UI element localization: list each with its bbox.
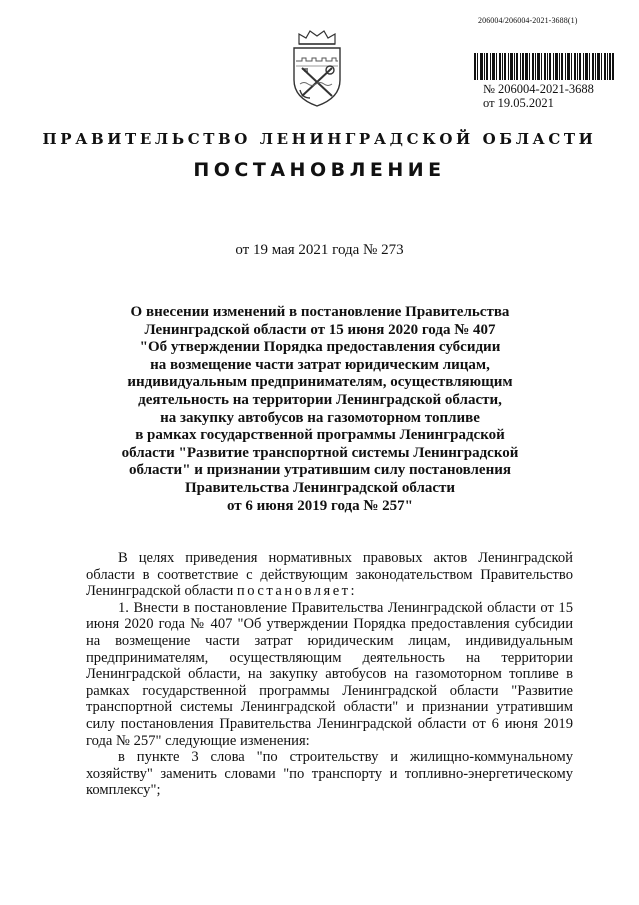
preamble-paragraph: [86, 550, 573, 600]
title-line: Правительства Ленинградской области: [184, 479, 456, 496]
title-line: "Об утверждении Порядка предоставления субсидии: [139, 339, 501, 356]
item-1-subparagraph: в пункте 3 слова "по строительству и жилищно-коммунальному хозяйству" заменить словами "по транспорту и топливно-энергетическому комплексу";: [86, 749, 573, 799]
title-line: области" и признании утратившим силу постановления: [128, 462, 511, 479]
barcode-icon: [474, 53, 614, 80]
registration-date: от 19.05.2021: [483, 96, 554, 110]
title-line: на возмещение части затрат юридическим лицам,: [150, 356, 490, 373]
document-reference: 206004/206004-2021-3688(1): [478, 16, 578, 25]
title-line: на закупку автобусов на газомоторном топливе: [160, 409, 480, 426]
document-body: [86, 550, 573, 799]
resolves-word: постановляет:: [236, 583, 358, 600]
document-type: ПОСТАНОВЛЕНИЕ: [193, 159, 446, 181]
preamble-text: В целях приведения нормативных правовых актов Ленинградской области в соответствие с действующим законодательством Правительство Ленинградской области: [86, 550, 573, 600]
coat-of-arms-icon: [286, 28, 348, 108]
title-line: деятельность на территории Ленинградской области,: [138, 391, 502, 408]
title-line: О внесении изменений в постановление Правительства: [130, 304, 510, 320]
title-line: индивидуальным предпринимателям, осуществляющим: [127, 374, 513, 391]
item-1-paragraph: 1. Внести в постановление Правительства Ленинградской области от 15 июня 2020 года № 407 "Об утверждении Порядка предоставления субсидии на возмещение части затрат юридическим лицам, индивидуальным предпринимателям, осуществляющим деятельность на территории Ленинградской области, на закупку автобусов на газомоторном топливе в рамках государственной программы Ленинградской области "Развитие транспортной системы Ленинградской области" и признании утратившим силу постановления Правительства Ленинградской области от 6 июня 2019 года № 257" следующие изменения:: [86, 599, 573, 749]
title-line: от 6 июня 2019 года № 257": [226, 497, 414, 514]
title-line: области "Развитие транспортной системы Ленинградской: [121, 444, 519, 461]
government-title: ПРАВИТЕЛЬСТВО ЛЕНИНГРАДСКОЙ ОБЛАСТИ: [42, 130, 597, 148]
registration-number: № 206004-2021-3688: [483, 82, 594, 96]
decree-date: от 19 мая 2021 года № 273: [235, 242, 404, 258]
document-title: [60, 304, 580, 515]
title-line: в рамках государственной программы Ленинградской: [135, 427, 505, 444]
title-line: Ленинградской области от 15 июня 2020 года № 407: [144, 321, 496, 338]
